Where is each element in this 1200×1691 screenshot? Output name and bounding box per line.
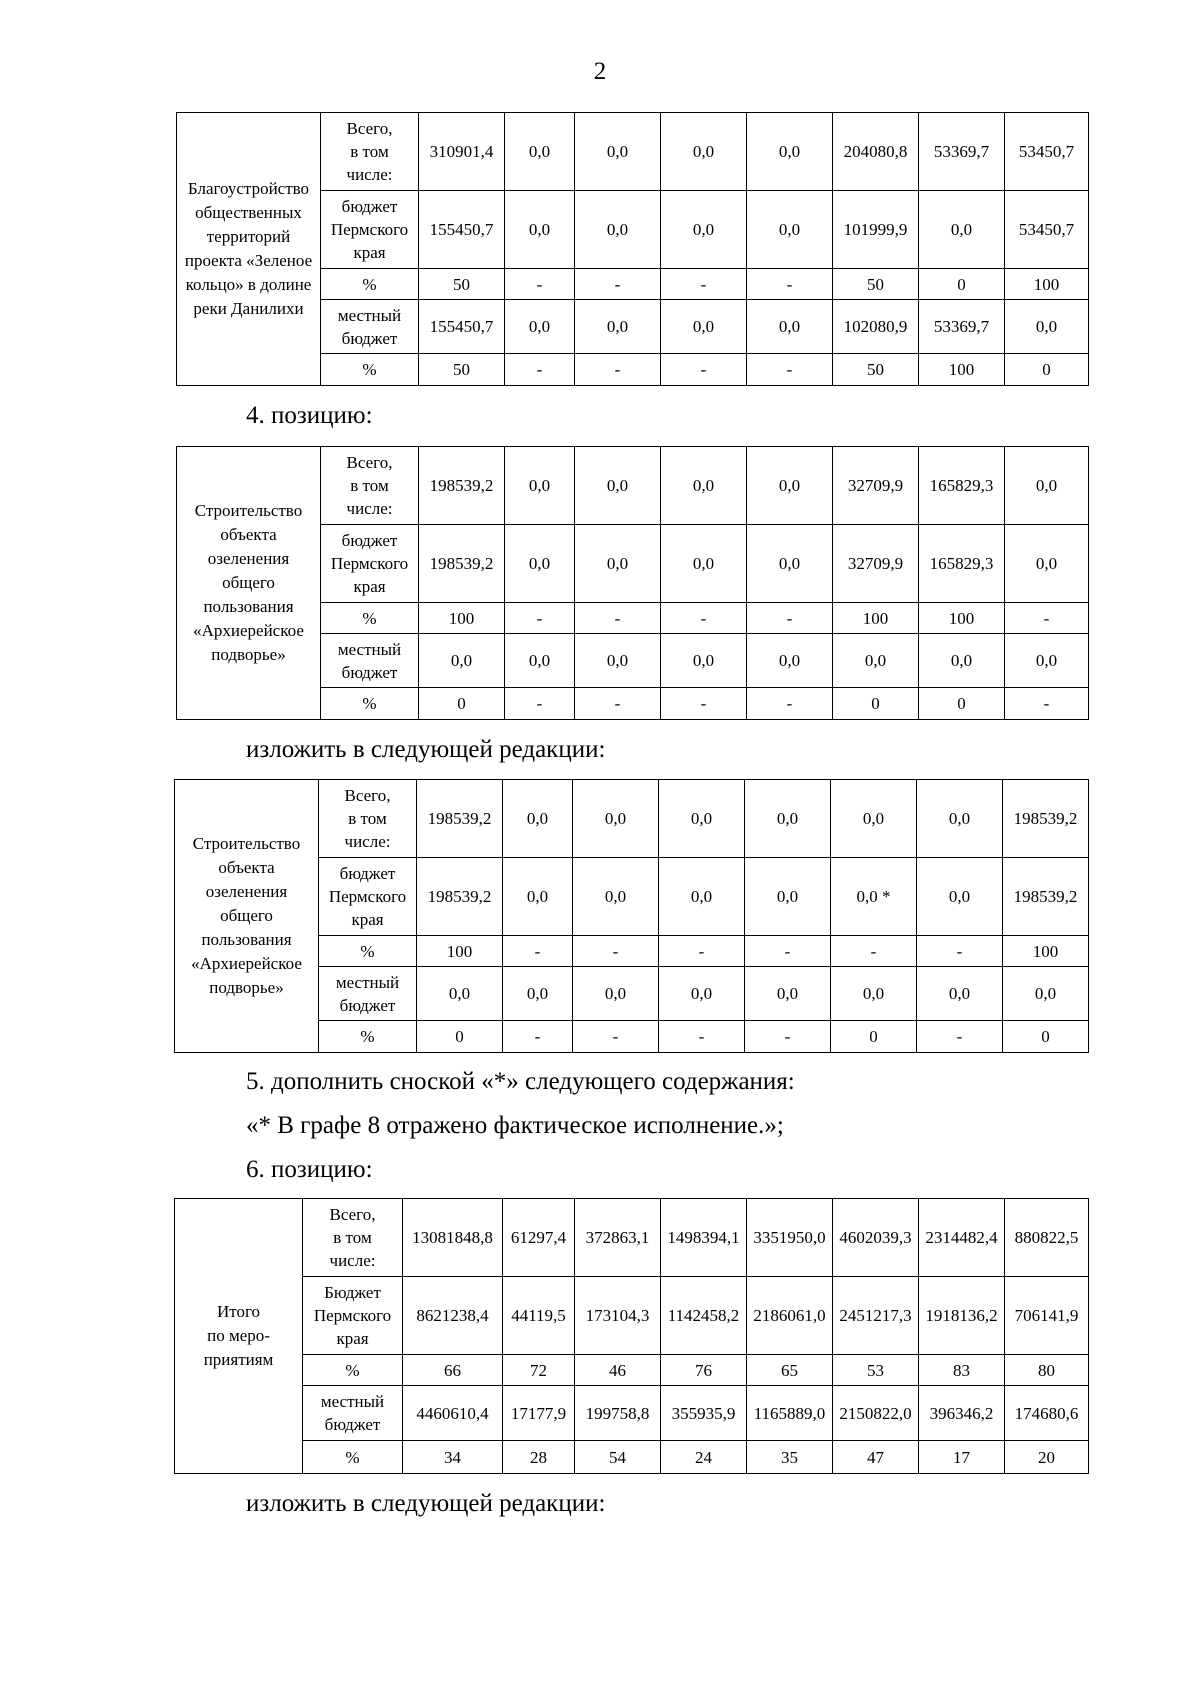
row-label-line: края [336,1329,369,1348]
row-label-line: % [345,1447,360,1467]
item-name-line: подворье» [211,645,286,664]
row-label-line: Пермского [313,1306,392,1325]
value-cell: 100 [417,936,503,967]
value-cell: 0,0 [919,634,1005,688]
value-cell: 0,0 [503,967,573,1021]
row-label-cell [321,191,419,269]
value-cell: 0,0 [745,780,831,858]
value-cell: 198539,2 [419,525,505,603]
item-name-line: объекта [218,858,275,877]
row-label-line: Пермского [328,887,407,906]
value-cell: 0,0 [505,191,575,269]
value-cell: 0,0 [573,780,659,858]
value-cell: 17 [919,1441,1005,1474]
value-cell: - [505,688,575,720]
value-cell: 0,0 [1003,967,1089,1021]
value-cell: 0,0 [917,858,1003,936]
row-label-line: % [362,694,377,713]
paragraph-new-edition-2: изложить в следующей редакции: [246,1490,606,1517]
value-cell: 396346,2 [919,1386,1005,1441]
row-label-cell [321,113,419,191]
row-label-line: % [345,1360,360,1380]
value-cell: - [1005,603,1089,634]
value-cell: 0,0 [1005,525,1089,603]
value-cell: 34 [403,1441,503,1474]
value-cell: 50 [833,354,919,386]
value-cell: 0 [1005,354,1089,386]
value-cell: 198539,2 [1003,858,1089,936]
row-label-cell [321,525,419,603]
table-row [175,1199,1089,1277]
value-cell: 0,0 [747,300,833,354]
value-cell: - [747,603,833,634]
value-cell: 53450,7 [1005,113,1089,191]
item-name-line: Строительство [194,501,303,520]
value-cell: - [575,688,661,720]
row-label-line: числе: [346,499,393,518]
value-cell: 72 [503,1355,575,1386]
value-cell: 47 [833,1441,919,1474]
value-cell: - [659,1021,745,1053]
value-cell: 8621238,4 [403,1277,503,1355]
row-label-line: числе: [329,1251,376,1270]
item-name-cell [177,447,321,720]
value-cell: 0 [831,1021,917,1053]
item-name-line: кольцо» в долине [185,275,312,294]
value-cell: - [575,603,661,634]
value-cell: 0,0 [747,634,833,688]
item-name-cell [175,780,319,1053]
value-cell: 24 [661,1441,747,1474]
value-cell: 0,0 [1005,447,1089,525]
row-label-line: края [351,910,384,929]
item-name-line: Строительство [192,834,301,853]
value-cell: 0,0 [505,525,575,603]
value-cell: 0,0 [747,447,833,525]
row-label-line: в том [350,142,389,161]
value-cell: - [1005,688,1089,720]
value-cell: 0,0 [659,858,745,936]
value-cell: 0,0 [503,780,573,858]
value-cell: - [831,936,917,967]
item-name-line: приятиям [203,1350,274,1369]
value-cell: 355935,9 [661,1386,747,1441]
value-cell: - [747,688,833,720]
value-cell: 0,0 [661,447,747,525]
value-cell: 0,0 [505,113,575,191]
value-cell: 3351950,0 [747,1199,833,1277]
table-row [175,780,1089,858]
value-cell: 0,0 [505,634,575,688]
row-label-line: местный [335,972,400,992]
value-cell: 0,0 [917,780,1003,858]
budget-table-total [174,1198,1089,1474]
row-label-cell [303,1441,403,1474]
page-number: 2 [593,58,607,85]
value-cell: - [505,603,575,634]
value-cell: 66 [403,1355,503,1386]
value-cell: 0,0 [575,113,661,191]
row-label-cell [321,447,419,525]
row-label-cell [321,300,419,354]
value-cell: 61297,4 [503,1199,575,1277]
row-label-line: местный [337,305,402,325]
row-label-line: % [362,608,377,628]
item-name-line: озеленения [205,882,288,901]
table-row [175,1386,1089,1441]
value-cell: 0,0 [1005,634,1089,688]
value-cell: 0,0 [419,634,505,688]
item-name-line: общего [222,573,275,592]
table-row [175,1355,1089,1386]
value-cell: 174680,6 [1005,1386,1089,1441]
value-cell: - [505,269,575,300]
value-cell: - [659,936,745,967]
value-cell: 0,0 [661,113,747,191]
value-cell: - [745,1021,831,1053]
value-cell: - [917,1021,1003,1053]
value-cell: - [917,936,1003,967]
value-cell: 1142458,2 [661,1277,747,1355]
value-cell: 0,0 [659,780,745,858]
row-label-line: бюджет [339,864,396,883]
item-name-line: реки Данилихи [193,299,304,318]
footnote-text: «* В графе 8 отражено фактическое исполнение.»; [246,1112,784,1139]
value-cell: 53369,7 [919,300,1005,354]
row-label-line: Всего, [346,119,393,138]
value-cell: 100 [833,603,919,634]
value-cell: 0,0 [661,300,747,354]
value-cell: 198539,2 [417,858,503,936]
value-cell: 2314482,4 [919,1199,1005,1277]
value-cell: 0,0 [747,113,833,191]
value-cell: 0,0 [831,967,917,1021]
row-label-line: % [362,360,377,379]
item-name-line: территорий [206,227,291,246]
value-cell: 2150822,0 [833,1386,919,1441]
value-cell: 0,0 [575,447,661,525]
value-cell: 0,0 [661,525,747,603]
row-label-line: % [362,274,377,294]
row-label-cell [319,967,417,1021]
paragraph-add-footnote: 5. дополнить сноской «*» следующего содержания: [246,1068,795,1095]
value-cell: 17177,9 [503,1386,575,1441]
value-cell: 32709,9 [833,525,919,603]
row-label-line: числе: [344,832,391,851]
value-cell: 100 [919,354,1005,386]
value-cell: 13081848,8 [403,1199,503,1277]
value-cell: 0,0 [747,191,833,269]
value-cell: 199758,8 [575,1386,661,1441]
value-cell: 0 [419,688,505,720]
value-cell: 100 [1005,269,1089,300]
value-cell: 76 [661,1355,747,1386]
value-cell: 0,0 [575,525,661,603]
row-label-cell [321,269,419,300]
row-label-cell [321,354,419,386]
item-name-line: Итого [216,1302,261,1321]
value-cell: - [575,354,661,386]
value-cell: 83 [919,1355,1005,1386]
row-label-cell [303,1199,403,1277]
item-name-line: по меро- [207,1326,270,1345]
value-cell: 0 [919,688,1005,720]
value-cell: 50 [419,354,505,386]
value-cell: 102080,9 [833,300,919,354]
value-cell: 155450,7 [419,300,505,354]
value-cell: 100 [919,603,1005,634]
value-cell: 0,0 [831,780,917,858]
item-name-line: озеленения [207,549,290,568]
value-cell: 28 [503,1441,575,1474]
value-cell: 0,0 [747,525,833,603]
value-cell: 65 [747,1355,833,1386]
row-label-cell [321,688,419,720]
value-cell: 2451217,3 [833,1277,919,1355]
value-cell: 0 [1003,1021,1089,1053]
value-cell: 53369,7 [919,113,1005,191]
value-cell: 198539,2 [417,780,503,858]
value-cell: 50 [419,269,505,300]
value-cell: 0,0 [917,967,1003,1021]
value-cell: - [661,354,747,386]
value-cell: 155450,7 [419,191,505,269]
row-label-line: бюджет [341,328,398,348]
table-row [177,447,1089,525]
row-label-line: Всего, [329,1205,376,1224]
value-cell: 0,0 [1005,300,1089,354]
item-name-cell [177,113,321,386]
value-cell: - [661,269,747,300]
row-label-line: в том [350,476,389,495]
value-cell: 0,0 [573,967,659,1021]
value-cell: - [747,354,833,386]
value-cell: 0,0 [661,191,747,269]
value-cell: 0,0 [575,300,661,354]
value-cell: - [745,936,831,967]
value-cell: 4602039,3 [833,1199,919,1277]
item-name-line: Благоустройство [187,179,310,198]
value-cell: 173104,3 [575,1277,661,1355]
row-label-cell [321,603,419,634]
row-label-line: местный [320,1392,385,1411]
value-cell: 100 [419,603,505,634]
value-cell: 100 [1003,936,1089,967]
value-cell: 53450,7 [1005,191,1089,269]
item-name-line: общественных [195,203,302,222]
value-cell: 0,0 [745,858,831,936]
row-label-line: края [353,577,386,596]
value-cell: 0 [919,269,1005,300]
value-cell: 0,0 [919,191,1005,269]
row-label-cell [319,1021,417,1053]
value-cell: 204080,8 [833,113,919,191]
value-cell: 0,0 [745,967,831,1021]
row-label-line: бюджет [341,662,398,682]
row-label-line: Пермского [330,554,409,573]
value-cell: - [503,1021,573,1053]
value-cell: 1498394,1 [661,1199,747,1277]
value-cell: 198539,2 [419,447,505,525]
table-row [175,1441,1089,1474]
item-name-line: подворье» [209,978,284,997]
row-label-line: бюджет [339,995,396,1015]
table-row [175,1277,1089,1355]
row-label-line: Пермского [330,220,409,239]
row-label-line: Всего, [344,786,391,805]
paragraph-position-6: 6. позицию: [246,1156,373,1183]
value-cell: 372863,1 [575,1199,661,1277]
value-cell: 0,0 [417,967,503,1021]
value-cell: 46 [575,1355,661,1386]
value-cell: 880822,5 [1005,1199,1089,1277]
value-cell: 0,0 [505,300,575,354]
budget-table-zelenoe-koltso [176,112,1089,386]
row-label-line: края [353,243,386,262]
value-cell: 32709,9 [833,447,919,525]
value-cell: 80 [1005,1355,1089,1386]
value-cell: 0,0 [573,858,659,936]
item-name-line: объекта [220,525,277,544]
row-label-cell [321,634,419,688]
row-label-line: Бюджет [324,1283,381,1302]
value-cell: - [661,688,747,720]
value-cell: - [747,269,833,300]
value-cell: 1918136,2 [919,1277,1005,1355]
value-cell: 165829,3 [919,525,1005,603]
item-name-line: «Архиерейское [191,954,302,973]
row-label-line: в том [348,809,387,828]
value-cell: 44119,5 [503,1277,575,1355]
value-cell: 35 [747,1441,833,1474]
row-label-line: % [360,941,375,961]
value-cell: 165829,3 [919,447,1005,525]
value-cell: 0,0 [575,634,661,688]
item-name-line: пользования [203,597,294,616]
row-label-cell [319,936,417,967]
value-cell: 0,0 [659,967,745,1021]
row-label-cell [319,858,417,936]
row-label-line: числе: [346,165,393,184]
value-cell: 0 [417,1021,503,1053]
item-name-line: общего [220,906,273,925]
row-label-line: местный [337,639,402,659]
row-label-line: в том [333,1228,372,1247]
value-cell: - [573,1021,659,1053]
value-cell: 0,0 [575,191,661,269]
budget-table-arkhiereyskoe-old [176,446,1089,720]
value-cell: 0,0 [661,634,747,688]
row-label-cell [303,1355,403,1386]
value-cell: - [661,603,747,634]
value-cell: 0,0 [505,447,575,525]
value-cell: - [575,269,661,300]
value-cell: 706141,9 [1005,1277,1089,1355]
value-cell: 2186061,0 [747,1277,833,1355]
value-cell: 310901,4 [419,113,505,191]
value-cell: 0 [833,688,919,720]
item-name-line: пользования [201,930,292,949]
value-cell: - [503,936,573,967]
row-label-line: бюджет [341,197,398,216]
paragraph-position-4: 4. позицию: [246,402,373,429]
table-row [177,113,1089,191]
value-cell: 0,0 [833,634,919,688]
value-cell: - [505,354,575,386]
row-label-line: бюджет [341,531,398,550]
value-cell: 101999,9 [833,191,919,269]
value-cell: 20 [1005,1441,1089,1474]
value-cell: 50 [833,269,919,300]
item-name-line: проекта «Зеленое [184,251,313,270]
value-cell: 0,0 * [831,858,917,936]
row-label-cell [303,1277,403,1355]
value-cell: 53 [833,1355,919,1386]
row-label-line: % [360,1027,375,1046]
row-label-line: бюджет [324,1415,381,1434]
value-cell: - [573,936,659,967]
row-label-line: Всего, [346,453,393,472]
row-label-cell [319,780,417,858]
value-cell: 4460610,4 [403,1386,503,1441]
value-cell: 0,0 [503,858,573,936]
paragraph-new-edition-1: изложить в следующей редакции: [246,736,606,763]
value-cell: 54 [575,1441,661,1474]
value-cell: 1165889,0 [747,1386,833,1441]
item-name-cell [175,1199,303,1474]
value-cell: 198539,2 [1003,780,1089,858]
budget-table-arkhiereyskoe-new [174,779,1089,1053]
row-label-cell [303,1386,403,1441]
item-name-line: «Архиерейское [193,621,304,640]
